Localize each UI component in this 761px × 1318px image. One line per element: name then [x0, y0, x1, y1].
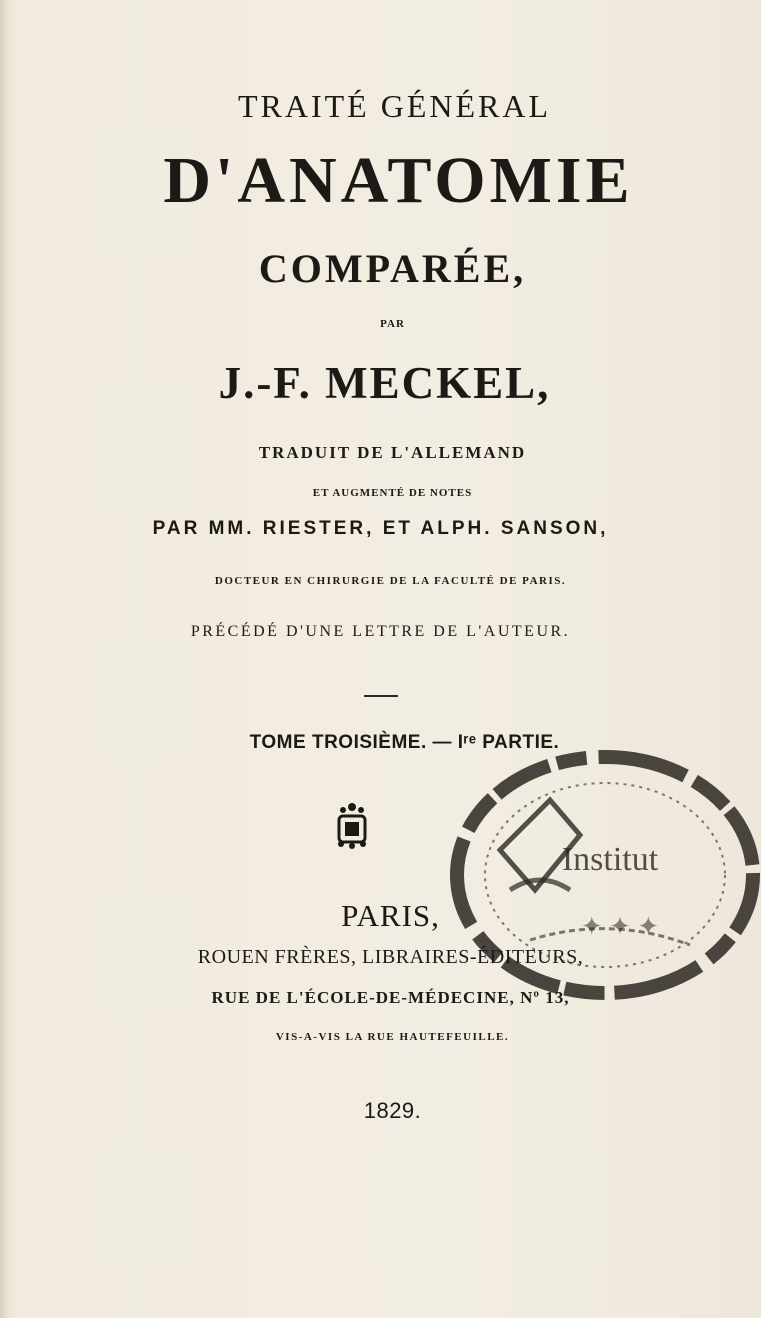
printer-mark-icon	[333, 800, 371, 850]
translators-line: PAR MM. RIESTER, ET ALPH. SANSON,	[152, 518, 609, 539]
translator-title: DOCTEUR EN CHIRURGIE DE LA FACULTÉ DE PARIS.	[214, 575, 567, 587]
stamp-mark: ✦ ✦ ✦	[580, 912, 660, 941]
by-label: PAR	[380, 318, 405, 330]
title-line-2: D'ANATOMIE	[163, 144, 634, 217]
city-line: PARIS,	[341, 898, 440, 933]
preceded-line: PRÉCÉDÉ D'UNE LETTRE DE L'AUTEUR.	[190, 623, 571, 640]
divider-rule	[364, 695, 398, 697]
address-note-line: VIS-A-VIS LA RUE HAUTEFEUILLE.	[275, 1031, 510, 1043]
author-name: J.-F. MECKEL,	[218, 358, 551, 408]
publication-year: 1829.	[363, 1098, 422, 1123]
publisher-line: ROUEN FRÈRES, LIBRAIRES-ÉDITEURS,	[197, 946, 584, 968]
augmented-line: ET AUGMENTÉ DE NOTES	[312, 487, 473, 499]
stamp-text: Institut	[561, 841, 659, 878]
address-line: RUE DE L'ÉCOLE-DE-MÉDECINE, Nº 13,	[211, 988, 570, 1007]
translated-line: TRADUIT DE L'ALLEMAND	[258, 443, 527, 462]
page-gutter	[0, 0, 9, 1318]
volume-line: TOME TROISIÈME. — Iʳᵉ PARTIE.	[249, 732, 560, 753]
title-line-1: TRAITÉ GÉNÉRAL	[237, 88, 552, 124]
title-line-3: COMPARÉE,	[258, 246, 527, 291]
